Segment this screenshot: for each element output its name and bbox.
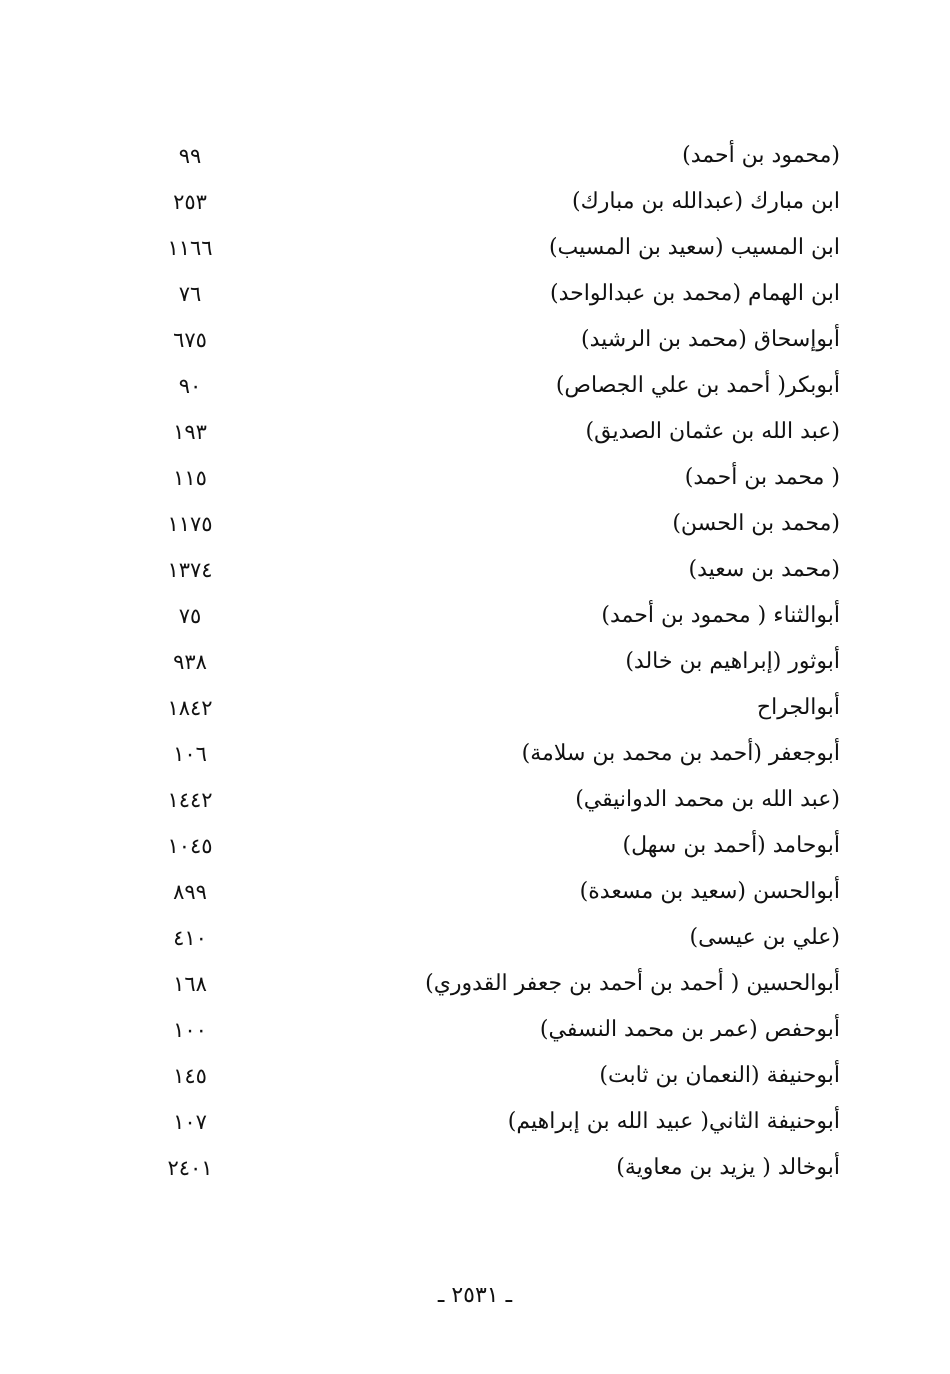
name-index-list bbox=[150, 133, 840, 1191]
entry-page-number: ٨٩٩ bbox=[173, 880, 207, 904]
entry-page-number: ١١٥ bbox=[173, 466, 207, 490]
entry-name: ابن مبارك (عبدالله بن مبارك) bbox=[572, 189, 840, 214]
entry-page-number: ٦٧٥ bbox=[173, 328, 207, 352]
entry-page-number: ٢٥٣ bbox=[173, 190, 207, 214]
entry-name: (محمد بن الحسن) bbox=[672, 511, 840, 536]
entry-name: أبوالثناء ( محمود بن أحمد) bbox=[601, 603, 840, 628]
entry-page-number: ١٣٧٤ bbox=[167, 558, 213, 582]
entry-page-number: ١٦٨ bbox=[173, 972, 207, 996]
index-entry bbox=[150, 869, 840, 915]
entry-name: (عبد الله بن عثمان الصديق) bbox=[585, 419, 840, 444]
entry-page-number: ١١٦٦ bbox=[167, 236, 213, 260]
index-entry bbox=[150, 317, 840, 363]
index-entry bbox=[150, 823, 840, 869]
entry-page-number: ٩٣٨ bbox=[173, 650, 207, 674]
entry-page-number: ١٠٧ bbox=[173, 1110, 207, 1134]
index-entry bbox=[150, 455, 840, 501]
entry-name: أبوبكر( أحمد بن علي الجصاص) bbox=[555, 373, 840, 398]
index-entry bbox=[150, 1007, 840, 1053]
index-entry bbox=[150, 593, 840, 639]
index-entry bbox=[150, 547, 840, 593]
entry-page-number: ٩٠ bbox=[178, 374, 202, 398]
index-entry bbox=[150, 1099, 840, 1145]
index-entry bbox=[150, 777, 840, 823]
entry-page-number: ١٤٤٢ bbox=[167, 788, 213, 812]
entry-name: أبوالحسن (سعيد بن مسعدة) bbox=[579, 879, 840, 904]
index-entry bbox=[150, 639, 840, 685]
entry-page-number: ١٠٤٥ bbox=[167, 834, 213, 858]
entry-name: أبوالحسين ( أحمد بن أحمد بن جعفر القدوري) bbox=[425, 971, 840, 996]
index-entry bbox=[150, 225, 840, 271]
entry-name: (علي بن عيسى) bbox=[689, 925, 840, 950]
index-entry bbox=[150, 1145, 840, 1191]
index-entry bbox=[150, 501, 840, 547]
entry-page-number: ١٨٤٢ bbox=[167, 696, 213, 720]
entry-name: ( محمد بن أحمد) bbox=[684, 465, 840, 490]
entry-name: (محمود بن أحمد) bbox=[682, 143, 840, 168]
entry-name: (عبد الله بن محمد الدوانيقي) bbox=[575, 787, 840, 812]
entry-page-number: ١٠٦ bbox=[173, 742, 207, 766]
entry-name: أبوحنيفة (النعمان بن ثابت) bbox=[599, 1063, 840, 1088]
index-entry bbox=[150, 685, 840, 731]
index-entry bbox=[150, 271, 840, 317]
index-entry bbox=[150, 179, 840, 225]
entry-name: ابن المسيب (سعيد بن المسيب) bbox=[548, 235, 840, 260]
index-entry bbox=[150, 409, 840, 455]
entry-name: ابن الهمام (محمد بن عبدالواحد) bbox=[550, 281, 840, 306]
entry-page-number: ٩٩ bbox=[178, 144, 202, 168]
index-entry bbox=[150, 915, 840, 961]
entry-page-number: ٤١٠ bbox=[173, 926, 207, 950]
entry-name: أبوحامد (أحمد بن سهل) bbox=[622, 833, 840, 858]
index-entry bbox=[150, 133, 840, 179]
entry-name: (محمد بن سعيد) bbox=[688, 557, 840, 582]
entry-page-number: ١١٧٥ bbox=[167, 512, 213, 536]
index-entry bbox=[150, 961, 840, 1007]
index-entry bbox=[150, 363, 840, 409]
entry-page-number: ٢٤٠١ bbox=[167, 1156, 213, 1180]
entry-page-number: ٧٦ bbox=[178, 282, 202, 306]
entry-page-number: ١٩٣ bbox=[173, 420, 207, 444]
entry-name: أبوالجراح bbox=[756, 695, 840, 720]
entry-name: أبوإسحاق (محمد بن الرشيد) bbox=[581, 327, 840, 352]
entry-name: أبوثور (إبراهيم بن خالد) bbox=[625, 649, 840, 674]
entry-name: أبوخالد ( يزيد بن معاوية) bbox=[616, 1155, 840, 1180]
page-number: ـ ٢٥٣١ ـ bbox=[437, 1283, 513, 1308]
entry-name: أبوحنيفة الثاني( عبيد الله بن إبراهيم) bbox=[507, 1109, 840, 1134]
index-entry bbox=[150, 1053, 840, 1099]
entry-page-number: ١٤٥ bbox=[173, 1064, 207, 1088]
entry-page-number: ١٠٠ bbox=[173, 1018, 207, 1042]
entry-page-number: ٧٥ bbox=[178, 604, 202, 628]
entry-name: أبوحفص (عمر بن محمد النسفي) bbox=[539, 1017, 840, 1042]
entry-name: أبوجعفر (أحمد بن محمد بن سلامة) bbox=[521, 741, 840, 766]
index-entry bbox=[150, 731, 840, 777]
